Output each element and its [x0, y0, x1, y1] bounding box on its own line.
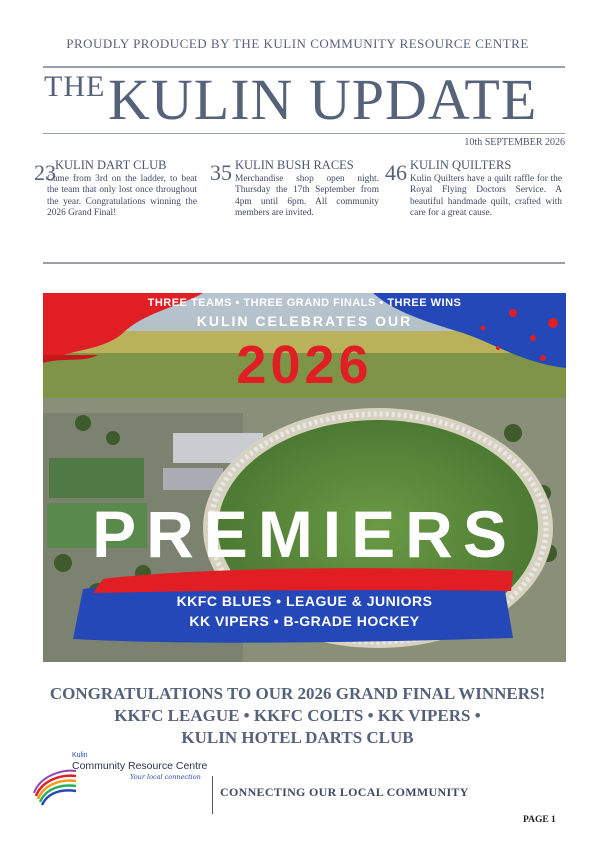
page-number: PAGE 1: [523, 815, 556, 825]
story-body: Came from 3rd on the ladder, to beat the team that only lost once throughout the year. Congratulations winning the 2026 Grand Final!: [47, 174, 197, 219]
crc-logo: [32, 752, 212, 810]
logo-main-text: Community Resource Centre: [72, 760, 208, 772]
story-heading: KULIN BUSH RACES: [235, 158, 354, 172]
section-rule: [43, 262, 565, 264]
logo-script-text: Your local connection: [130, 773, 201, 781]
story-page-number: 23: [34, 160, 56, 185]
story-body: Kulin Quilters have a quilt raffle for the Royal Flying Doctors Service. A beautiful handmade quilt, crafted with care for a great cause.: [410, 174, 562, 219]
hero-celebrates: KULIN CELEBRATES OUR: [196, 313, 413, 329]
hero-headline: PREMIERS: [92, 497, 517, 571]
footer-divider: [212, 776, 213, 814]
hero-tagline: THREE TEAMS • THREE GRAND FINALS • THREE WINS: [147, 297, 462, 309]
congrats-line: KULIN HOTEL DARTS CLUB: [181, 728, 414, 747]
story-body: Merchandise shop open night. Thursday the 17th September from 4pm until 6pm. All community members are invited.: [235, 174, 379, 219]
story-heading: KULIN QUILTERS: [410, 158, 512, 172]
story-heading: KULIN DART CLUB: [55, 158, 167, 172]
masthead-the: THE: [44, 70, 106, 103]
story-page-number: 35: [210, 160, 232, 185]
hero-team-line: KKFC BLUES • LEAGUE & JUNIORS: [176, 593, 433, 609]
story-page-number: 46: [385, 160, 407, 185]
hero-image: [43, 293, 566, 662]
masthead-title: KULIN UPDATE: [108, 67, 538, 132]
rainbow-swoosh-icon: [32, 766, 78, 806]
hero-year: 2026: [236, 335, 373, 395]
footer-tagline: CONNECTING OUR LOCAL COMMUNITY: [220, 785, 469, 799]
issue-date: 10th SEPTEMBER 2026: [464, 137, 565, 148]
logo-small-text: Kulin: [72, 752, 88, 759]
hero-team-line: KK VIPERS • B-GRADE HOCKEY: [189, 613, 420, 629]
masthead-bottom-rule: [43, 133, 565, 134]
congrats-line: KKFC LEAGUE • KKFC COLTS • KK VIPERS •: [114, 706, 481, 725]
producer-line: PROUDLY PRODUCED BY THE KULIN COMMUNITY RESOURCE CENTRE: [66, 36, 529, 51]
congratulations-block: [0, 683, 595, 749]
congrats-line: CONGRATULATIONS TO OUR 2026 GRAND FINAL WINNERS!: [49, 684, 546, 703]
